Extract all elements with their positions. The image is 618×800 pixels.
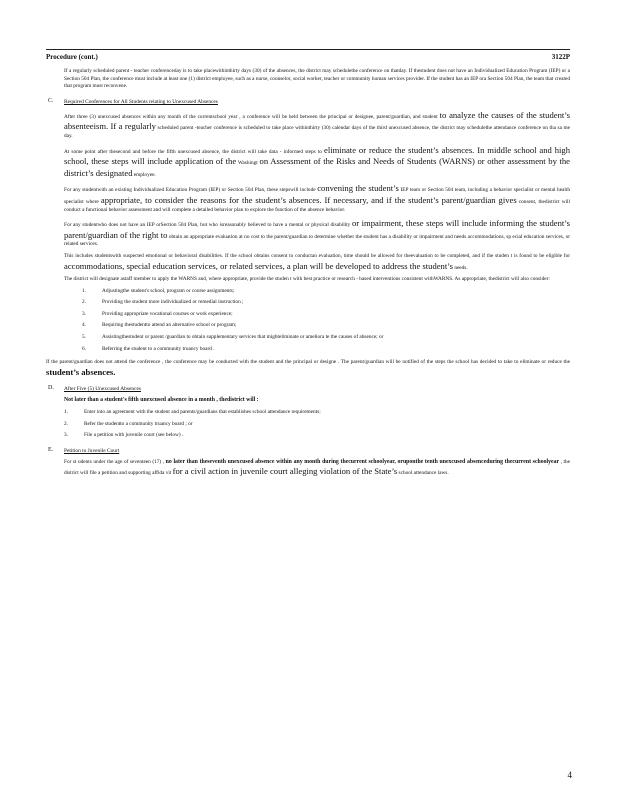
section-c — [46, 98, 570, 353]
intro-paragraph: If a regularly scheduled parent - teacher conferenceday is to take placewithinthirty days (30) of the absences, the district may schedulethe conference on thatday. If thestudent does not have an Individualized Education Program (IEP) or a Section 504 Plan, the conference must include at least one (1) district employee, such as a nurse, counselor, social worker, teacher or community human services provider. If the student has an IEP ora Section 504 Plan, the team that created that program must reconvene. — [64, 68, 570, 90]
header-left: Procedure (cont.) — [46, 53, 98, 61]
header-rule — [46, 49, 570, 50]
page-number: 4 — [567, 770, 572, 780]
section-e-letter: E. — [48, 446, 54, 453]
section-d — [46, 385, 570, 439]
list-item: 6. Referring the student to a community truancy board . — [82, 345, 215, 352]
section-e — [46, 447, 570, 478]
list-item: 3. File a petition with juvenile court (see below) . — [64, 432, 184, 439]
section-d-letter: D. — [48, 385, 54, 392]
list-item: 1. Adjustingthe student's school, program or course assignments; — [82, 287, 235, 294]
section-e-title: Petition to Juvenile Court — [64, 447, 120, 454]
section-c-paragraph-3: For any studentwith an existing Individualized Education Program (IEP) or Section 504 Plan, these stepswill include convening the student’s IEP team or Section 504 team, including a behavior specialist or mental health specialist where appropriate, to consider the reasons for the student’s absences. If necessary, and if the student’s parent/guardian gives consent, thedistrict will conduct a functional behavior assessment and will complete a detailed behavior plan to explore the function of the absence behavior. — [64, 183, 570, 213]
section-c-paragraph-2: At some point after thesecond and before the fifth unexcused absence, the district will take data - informed steps to eliminate or reduce the student’s absences. In middle school and high school, these steps will include application of the Washingt on Assessment of the Risks and Needs of Students (WARNS) or other assessment by the district’s designated employee. — [64, 144, 570, 178]
section-c-closing-paragraph: If the parent/guardian does not attend the conference , the conference may be conducted with the student and the principal or designe . The parent/guardian will be notified of the steps the school has decided to take to eliminate or reduce the student’s absences. — [46, 359, 570, 377]
section-c-title: Required Conferences for All Students relating to Unexcused Absences — [64, 98, 218, 105]
section-c-paragraph-6: The district will designate astaff member to apply the WARNS and, where appropriate, provide the studen t with best practice or research - based interventions consistent withWARNS. As appropriate, thedistrict will also consider: — [64, 276, 550, 283]
section-c-paragraph-1: After three (3) unexcused absences within any month of the currentschool year , a conference will be held between the principal or designee, parent/guardian, and student to analyze the causes of the student’s absenteeism. If a regularly scheduled parent -teacher conference is scheduled to take place withinthirty (30) calendar days of the third unexcused absence, the district may schedulethe attendance conference on tha sa me day. — [64, 109, 571, 139]
section-d-title: After Five (5) Unexcused Absences — [64, 386, 141, 393]
section-c-paragraph-4: For any studentwho does not have an IEP orSection 504 Plan, but who isreasonably believed to have a mental or physical disability or impairment, these steps will include informing the student’s parent/guardian of the right to obtain an appropriate evaluation at no cost to the parent/guardian to determine whether the student has a disability or impairment and needs accommodations, sp ecial education services, or related services. — [64, 218, 571, 248]
section-e-paragraph: For st udents under the age of seventeen (17) , no later than theseventh unexcused absence within any month during thecurrent schoolyear, oruponthe tenth unexcused absenceduring thecurrent schoolyear , the district will file a petition and supporting affida vit for a civil action in juvenile court alleging violation of the State’s school attendance laws. — [64, 458, 571, 477]
page-header — [46, 53, 570, 69]
list-item: 1. Enter into an agreement with the student and parents/guardians that establishes school attendance requirements; — [64, 409, 321, 416]
document-body — [46, 68, 570, 478]
list-item: 2. Providing the student more individualized or remedial instruction ; — [82, 299, 244, 306]
list-item: 2. Refer the studentto a community truancy board ; or — [64, 420, 193, 427]
policy-number: 3122P — [551, 53, 570, 61]
list-item: 4. Requiring thestudentto attend an alternative school or program; — [82, 322, 237, 329]
list-item: 3. Providing appropriate vocational courses or work experience; — [82, 310, 233, 317]
section-d-lead: Not later than a student's fifth unexcused absence in a month , thedistrict will : — [64, 397, 259, 404]
list-item: 5. Assistingthestudent or parent /guardian to obtain supplementary services that mighteliminate or ameliora te the causes of absence; or — [82, 334, 384, 341]
section-c-paragraph-5: This includes studentswith suspected emotional or behavioral disabilities. If the school obtains consent to conductan evaluation, time should be allowed for theevaluation to be completed, and if the studen t is found to be eligible for accommodations, special education services, or related services, a plan will be developed to address the student’s needs. — [64, 252, 570, 271]
section-d-list — [64, 409, 570, 440]
section-c-letter: C. — [48, 97, 54, 104]
section-c-list — [64, 288, 570, 354]
